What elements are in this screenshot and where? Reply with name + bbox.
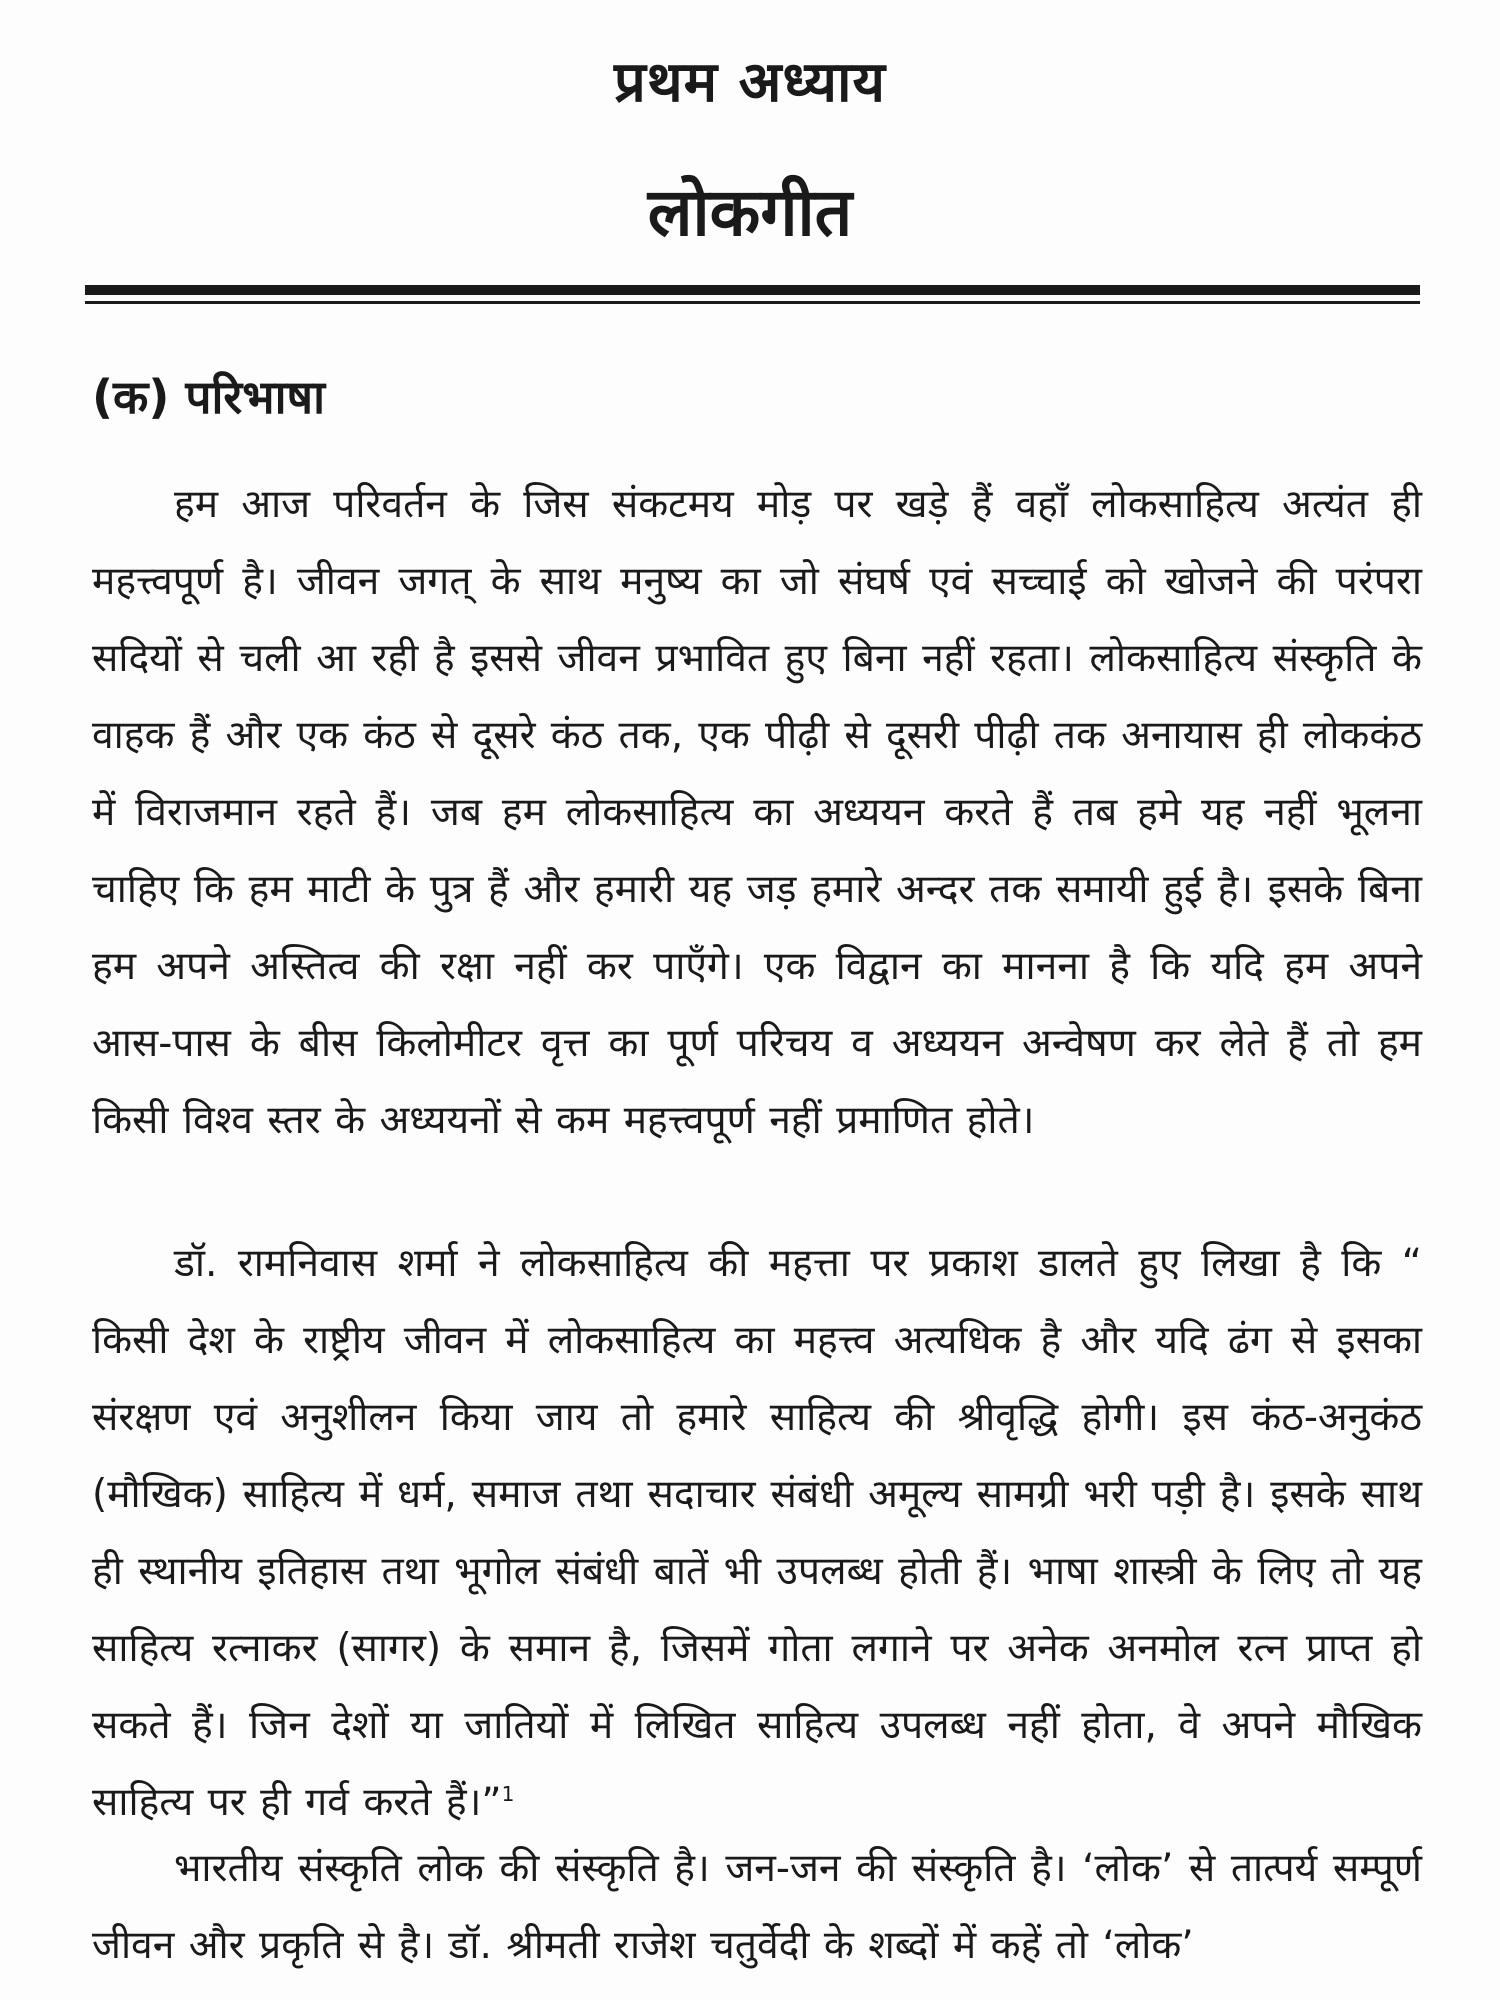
paragraph (92, 1225, 1422, 1841)
paragraph: हम आज परिवर्तन के जिस संकटमय मोड़ पर खड़े हैं वहाँ लोकसाहित्य अत्यंत ही महत्त्वपूर्ण है। जीवन जगत् के साथ मनुष्य का जो संघर्ष एवं सच्चाई को खोजने की परंपरा सदियों से चली आ रही है इससे जीवन प्रभावित हुए बिना नहीं रहता। लोकसाहित्य संस्कृति के वाहक हैं और एक कंठ से दूसरे कंठ तक, एक पीढ़ी से दूसरी पीढ़ी तक अनायास ही लोककंठ में विराजमान रहते हैं। जब हम लोकसाहित्य का अध्ययन करते हैं तब हमे यह नहीं भूलना चाहिए कि हम माटी के पुत्र हैं और हमारी यह जड़ हमारे अन्दर तक समायी हुई है। इसके बिना हम अपने अस्तित्व की रक्षा नहीं कर पाएँगे। एक विद्वान का मानना है कि यदि हम अपने आस-पास के बीस किलोमीटर वृत्त का पूर्ण परिचय व अध्ययन अन्वेषण कर लेते हैं तो हम किसी विश्व स्तर के अध्ययनों से कम महत्त्वपूर्ण नहीं प्रमाणित होते। (92, 482, 1422, 1143)
paragraph-text: डॉ. रामनिवास शर्मा ने लोकसाहित्य की महत्ता पर प्रकाश डालते हुए लिखा है कि “ किसी देश के राष्ट्रीय जीवन में लोकसाहित्य का महत्त्व अत्यधिक है और यदि ढंग से इसका संरक्षण एवं अनुशीलन किया जाय तो हमारे साहित्य की श्रीवृद्धि होगी। इस कंठ-अनुकंठ (मौखिक) साहित्य में धर्म, समाज तथा सदाचार संबंधी अमूल्य सामग्री भरी पड़ी है। इसके साथ ही स्थानीय इतिहास तथा भूगोल संबंधी बातें भी उपलब्ध होती हैं। भाषा शास्त्री के लिए तो यह साहित्य रत्नाकर (सागर) के समान है, जिसमें गोता लगाने पर अनेक अनमोल रत्न प्राप्त हो सकते हैं। जिन देशों या जातियों में लिखित साहित्य उपलब्ध नहीं होता, वे अपने मौखिक साहित्य पर ही गर्व करते हैं।” (92, 1241, 1422, 1825)
paragraph: भारतीय संस्कृति लोक की संस्कृति है। जन-जन की संस्कृति है। ‘लोक’ से तात्पर्य सम्पूर्ण जीवन और प्रकृति से है। डॉ. श्रीमती राजेश चतुर्वेदी के शब्दों में कहें तो ‘लोक’ (92, 1846, 1422, 1968)
title-rule-thick (85, 285, 1420, 295)
chapter-label: प्रथम अध्याय (614, 50, 886, 115)
footnote-marker: 1 (501, 1782, 515, 1806)
section-heading: (क) परिभाषा (92, 370, 325, 424)
title-rule-thin (85, 301, 1420, 304)
chapter-title: लोकगीत (647, 174, 853, 251)
